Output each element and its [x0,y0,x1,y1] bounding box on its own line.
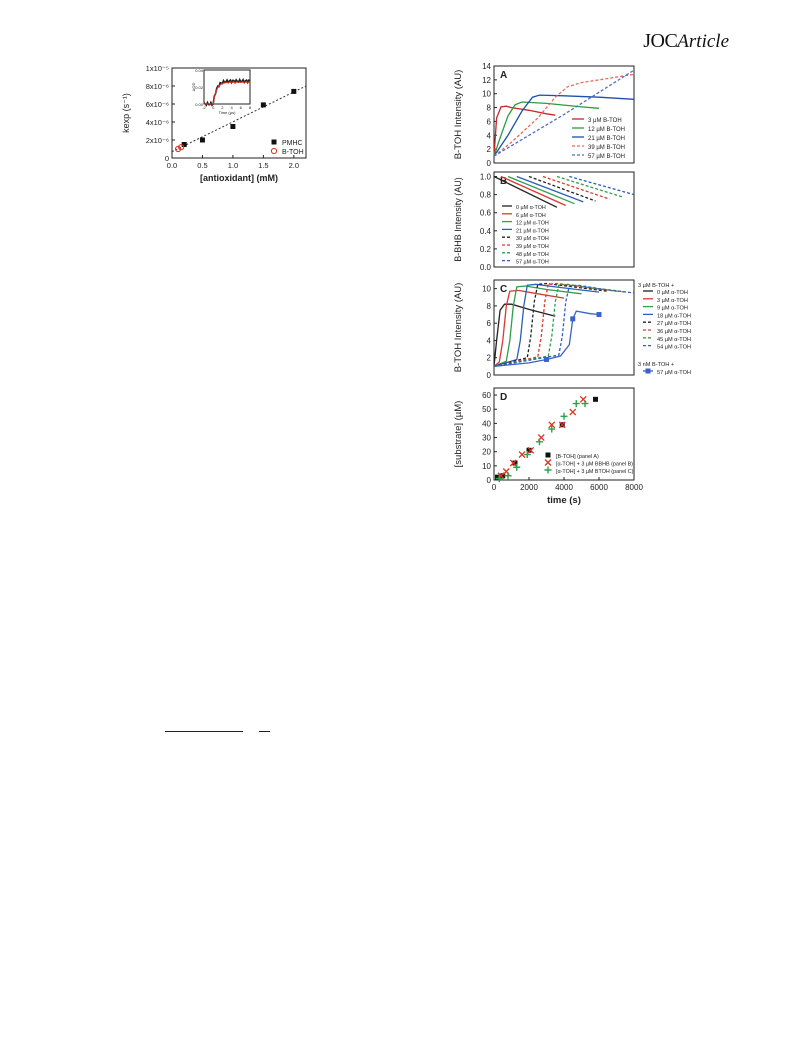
y-tick-label: 8 [486,103,491,113]
y-tick-label: 0 [486,159,491,168]
y-tick-label: 10 [482,284,491,294]
data-point [570,316,575,321]
y-tick-label: 2 [486,145,491,155]
inset-x-tick-label: -2 [202,105,206,110]
y-tick-label: 50 [482,405,491,415]
series-line [494,102,599,156]
legend-marker [546,453,551,458]
journal-name: JOC [643,30,678,52]
y-tick-label: 20 [482,447,491,457]
fraction-bar [165,731,243,732]
inset-x-tick-label: 8 [248,105,252,110]
y-tick-label: 0 [486,476,491,485]
y-tick-label: 10 [482,461,491,471]
legend-label: 9 µM α-TOH [657,305,688,312]
y-tick-label: 12 [482,75,491,85]
inset-y-tick-label: 0.04 [195,68,203,73]
legend-label: 57 µM B-TOH [588,154,626,160]
x-tick-label: 0 [491,483,497,492]
x-tick-label: 0.0 [166,161,178,170]
x-axis-label: time (s) [547,495,581,506]
legend-label: 21 µM B-TOH [588,136,626,142]
inset-y-tick-label: 0.00 [195,102,203,107]
x-tick-label: 8000 [625,483,643,492]
legend-label: 30 µM α-TOH [516,236,549,243]
y-tick-label: 8 [486,301,491,311]
legend-label: 39 µM α-TOH [516,244,549,250]
series-line [494,70,634,156]
legend-footer: 3 nM B-TOH + [638,362,675,368]
x-axis-label: [antioxidant] (mM) [200,173,278,183]
legend-label: 39 µM B-TOH [588,145,626,151]
y-axis-label: B-TOH Intensity (AU) [453,282,464,373]
legend-label: 48 µM α-TOH [516,251,549,258]
legend-marker [272,140,277,145]
data-point [573,400,580,407]
panel-a-chart [452,58,712,170]
panel-label: D [500,392,508,403]
series-line [569,177,634,195]
y-tick-label: 2 [486,353,491,363]
legend-label: 21 µM α-TOH [516,228,549,235]
data-point [261,102,266,107]
data-point [582,400,589,407]
x-tick-label: 4000 [555,483,573,492]
legend-label: [α-TOH] + 3 µM BBHB (panel B) [556,461,633,468]
series-line [543,177,610,200]
y-tick-label: 30 [482,433,491,443]
y-tick-label: 0 [486,371,491,380]
panel-label: B [500,176,508,187]
y-tick-label: 60 [482,391,491,401]
y-tick-label: 4 [486,336,491,346]
x-tick-label: 1.0 [227,161,239,170]
data-point [561,413,568,420]
inset-x-tick-label: 2 [221,105,224,110]
data-point [230,124,235,129]
series-line [494,290,564,366]
legend-label: 45 µM α-TOH [657,336,692,343]
x-tick-label: 2.0 [288,161,300,170]
y-tick-label: 4 [486,131,491,141]
y-axis-label: B-BHB Intensity (AU) [453,177,463,262]
legend-label: 0 µM α-TOH [657,290,688,296]
panel-label: A [500,70,508,81]
inset-y-axis-label: ΔOD [191,82,196,92]
y-tick-label: 1x10⁻⁵ [145,64,169,73]
panel-b-chart [452,168,712,278]
legend-label: B-TOH [282,149,304,156]
y-tick-label: 2x10⁻⁶ [145,136,169,145]
legend-label: 57 µM α-TOH [516,259,549,266]
y-axis-label: B-TOH Intensity (AU) [453,69,464,160]
x-tick-label: 1.5 [258,161,269,170]
panel-label: C [500,284,508,295]
series-line [557,177,624,198]
data-point [597,312,602,317]
y-tick-label: 1.0 [479,172,491,182]
legend-label: 0 µM α-TOH [516,205,546,211]
legend-label: 27 µM α-TOH [657,321,692,328]
legend-header: 3 µM B-TOH + [638,283,675,289]
kexp-chart [120,58,330,183]
inset-trace [204,80,250,106]
y-tick-label: 6 [486,117,491,127]
fraction-bar [259,731,270,732]
legend-marker [545,460,551,466]
data-point [544,357,549,362]
legend-label: 18 µM α-TOH [657,313,692,320]
inset-frame [204,70,250,104]
y-tick-label: 14 [482,62,491,71]
legend-label: 12 µM α-TOH [516,220,549,227]
x-tick-label: 0.5 [197,161,208,170]
y-axis-label: [substrate] (µM) [453,400,464,468]
legend-label: 57 µM α-TOH [657,370,692,376]
y-tick-label: 10 [482,89,491,99]
legend-marker [545,467,552,474]
panel-c-chart [452,276,712,386]
data-point [505,472,512,479]
panel-d-chart [452,378,712,518]
legend-label: 54 µM α-TOH [657,344,692,351]
legend-label: 3 µM B-TOH [588,118,622,124]
data-point [593,397,598,402]
data-point [570,409,576,415]
legend-marker [646,369,651,374]
y-tick-label: 40 [482,419,491,429]
x-tick-label: 2000 [520,483,538,492]
y-tick-label: 0.0 [479,263,491,272]
legend-marker [271,148,276,153]
data-point [536,438,543,445]
journal-header [643,30,729,53]
y-tick-label: 6x10⁻⁶ [145,100,169,109]
y-tick-label: 6 [486,319,491,329]
series-line [494,284,599,366]
inset-x-tick-label: 0 [212,105,215,110]
y-tick-label: 8x10⁻⁶ [145,82,169,91]
legend-label: 12 µM B-TOH [588,127,626,133]
article-type: Article [677,31,729,52]
series-line [494,177,557,208]
data-point [291,89,296,94]
legend-label: 36 µM α-TOH [657,329,692,335]
x-tick-label: 6000 [590,483,608,492]
legend-label: 6 µM α-TOH [516,212,546,219]
y-axis-label: kexp (s⁻¹) [121,93,131,133]
y-tick-label: 4x10⁻⁶ [145,118,169,127]
series-line [494,284,625,366]
inset-x-tick-label: 6 [239,105,242,110]
y-tick-label: 0 [164,154,169,163]
y-tick-label: 0.6 [479,208,491,218]
data-point [200,138,205,143]
inset-x-axis-label: Time (µs) [218,110,236,115]
legend-label: [B-TOH] (panel A) [556,454,599,460]
series-line [494,284,617,367]
y-tick-label: 0.4 [479,226,491,236]
inset-x-tick-label: 4 [230,105,233,110]
legend-label: 3 µM α-TOH [657,297,688,304]
inset-y-tick-label: 0.02 [195,85,203,90]
legend-label: PMHC [282,140,303,147]
legend-label: [α-TOH] + 3 µM BTOH (panel C) [556,469,634,475]
y-tick-label: 0.8 [479,190,491,200]
y-tick-label: 0.2 [479,244,491,254]
